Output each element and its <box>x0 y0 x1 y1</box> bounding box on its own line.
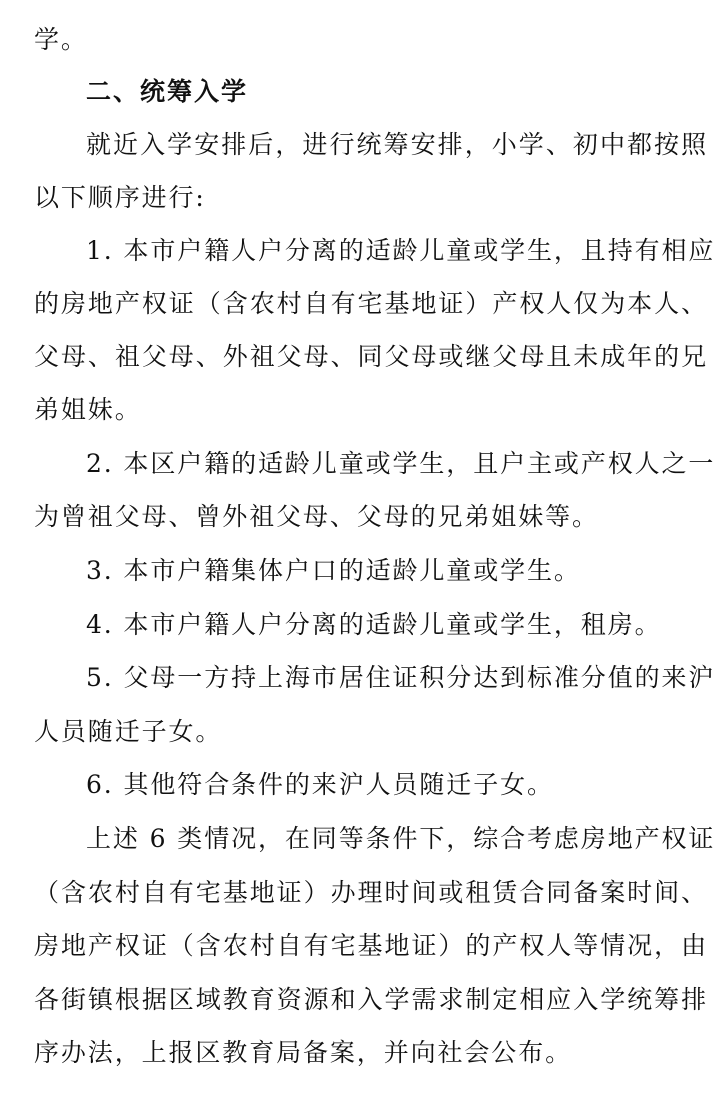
list-item-1-line: 的房地产权证（含农村自有宅基地证）产权人仅为本人、 <box>34 289 708 318</box>
paragraph-line: 房地产权证（含农村自有宅基地证）的产权人等情况，由 <box>34 931 708 960</box>
paragraph-line: 以下顺序进行: <box>34 183 206 212</box>
list-item-5-line: 5. 父母一方持上海市居住证积分达到标准分值的来沪 <box>86 663 716 692</box>
list-item-2-line: 为曾祖父母、曾外祖父母、父母的兄弟姐妹等。 <box>34 502 599 531</box>
list-item-1-line: 父母、祖父母、外祖父母、同父母或继父母且未成年的兄 <box>34 342 708 371</box>
paragraph-line: 各街镇根据区域教育资源和入学需求制定相应入学统筹排 <box>34 985 708 1014</box>
list-item-6-line: 6. 其他符合条件的来沪人员随迁子女。 <box>86 770 554 799</box>
paragraph-line: （含农村自有宅基地证）办理时间或租赁合同备案时间、 <box>34 878 708 907</box>
paragraph-line: 学。 <box>34 25 88 54</box>
list-item-1-line: 弟姐妹。 <box>34 395 142 424</box>
paragraph-line: 序办法，上报区教育局备案，并向社会公布。 <box>34 1038 573 1067</box>
list-item-5-line: 人员随迁子女。 <box>34 717 223 746</box>
paragraph-line: 上述 6 类情况，在同等条件下，综合考虑房地产权证 <box>86 824 716 853</box>
list-item-3-line: 3. 本市户籍集体户口的适龄儿童或学生。 <box>86 556 581 585</box>
list-item-2-line: 2. 本区户籍的适龄儿童或学生，且户主或产权人之一 <box>86 449 716 478</box>
paragraph-line: 就近入学安排后，进行统筹安排，小学、初中都按照 <box>86 130 708 159</box>
list-item-1-line: 1. 本市户籍人户分离的适龄儿童或学生，且持有相应 <box>86 236 716 265</box>
section-heading: 二、统筹入学 <box>86 77 249 106</box>
list-item-4-line: 4. 本市户籍人户分离的适龄儿童或学生，租房。 <box>86 610 662 639</box>
